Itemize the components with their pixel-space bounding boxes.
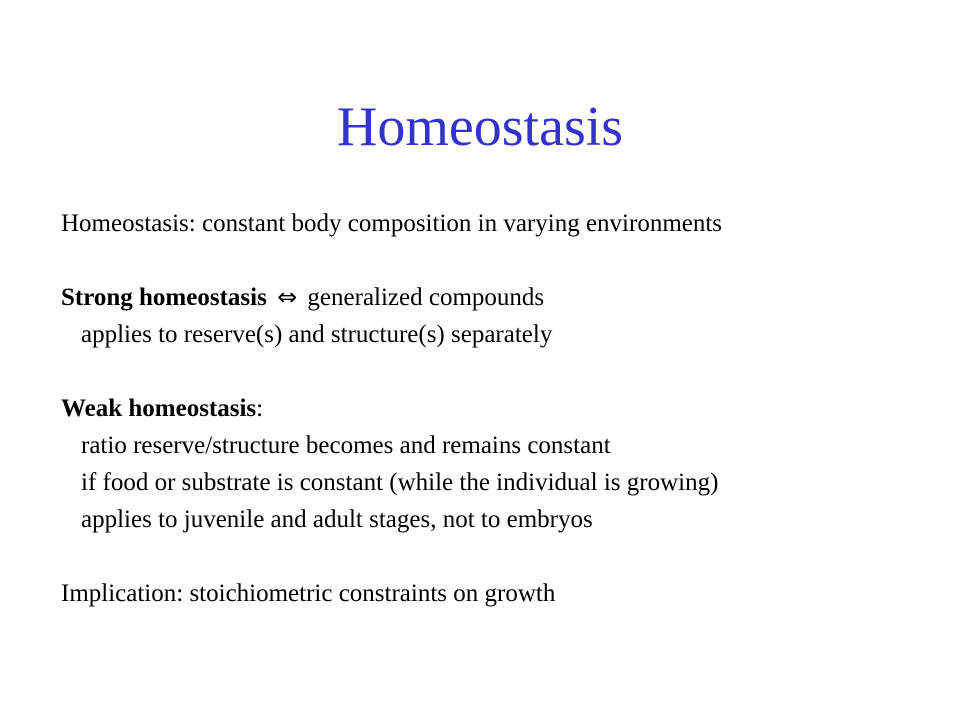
strong-homeostasis-rest: generalized compounds [307, 284, 545, 311]
weak-homeostasis-detail: if food or substrate is constant (while the individual is growing) [81, 469, 719, 496]
spacer [61, 538, 941, 575]
weak-homeostasis-detail: applies to juvenile and adult stages, not to embryos [81, 506, 593, 533]
strong-homeostasis-detail: applies to reserve(s) and structure(s) separately [81, 321, 553, 348]
double-arrow-icon: ⇔ [277, 283, 298, 311]
weak-homeostasis-term: Weak homeostasis [61, 395, 257, 422]
definition-line: Homeostasis: constant body composition in varying environments [61, 210, 723, 237]
weak-homeostasis-colon: : [256, 395, 264, 422]
slide-body [61, 205, 941, 612]
strong-homeostasis-line [61, 279, 941, 316]
slide-title: Homeostasis [336, 96, 624, 158]
weak-homeostasis-detail: ratio reserve/structure becomes and remains constant [81, 432, 611, 459]
weak-homeostasis-line [61, 390, 941, 427]
implication-line: Implication: stoichiometric constraints on growth [61, 580, 556, 607]
spacer [61, 353, 941, 390]
spacer [61, 242, 941, 279]
strong-homeostasis-term: Strong homeostasis [61, 284, 267, 311]
